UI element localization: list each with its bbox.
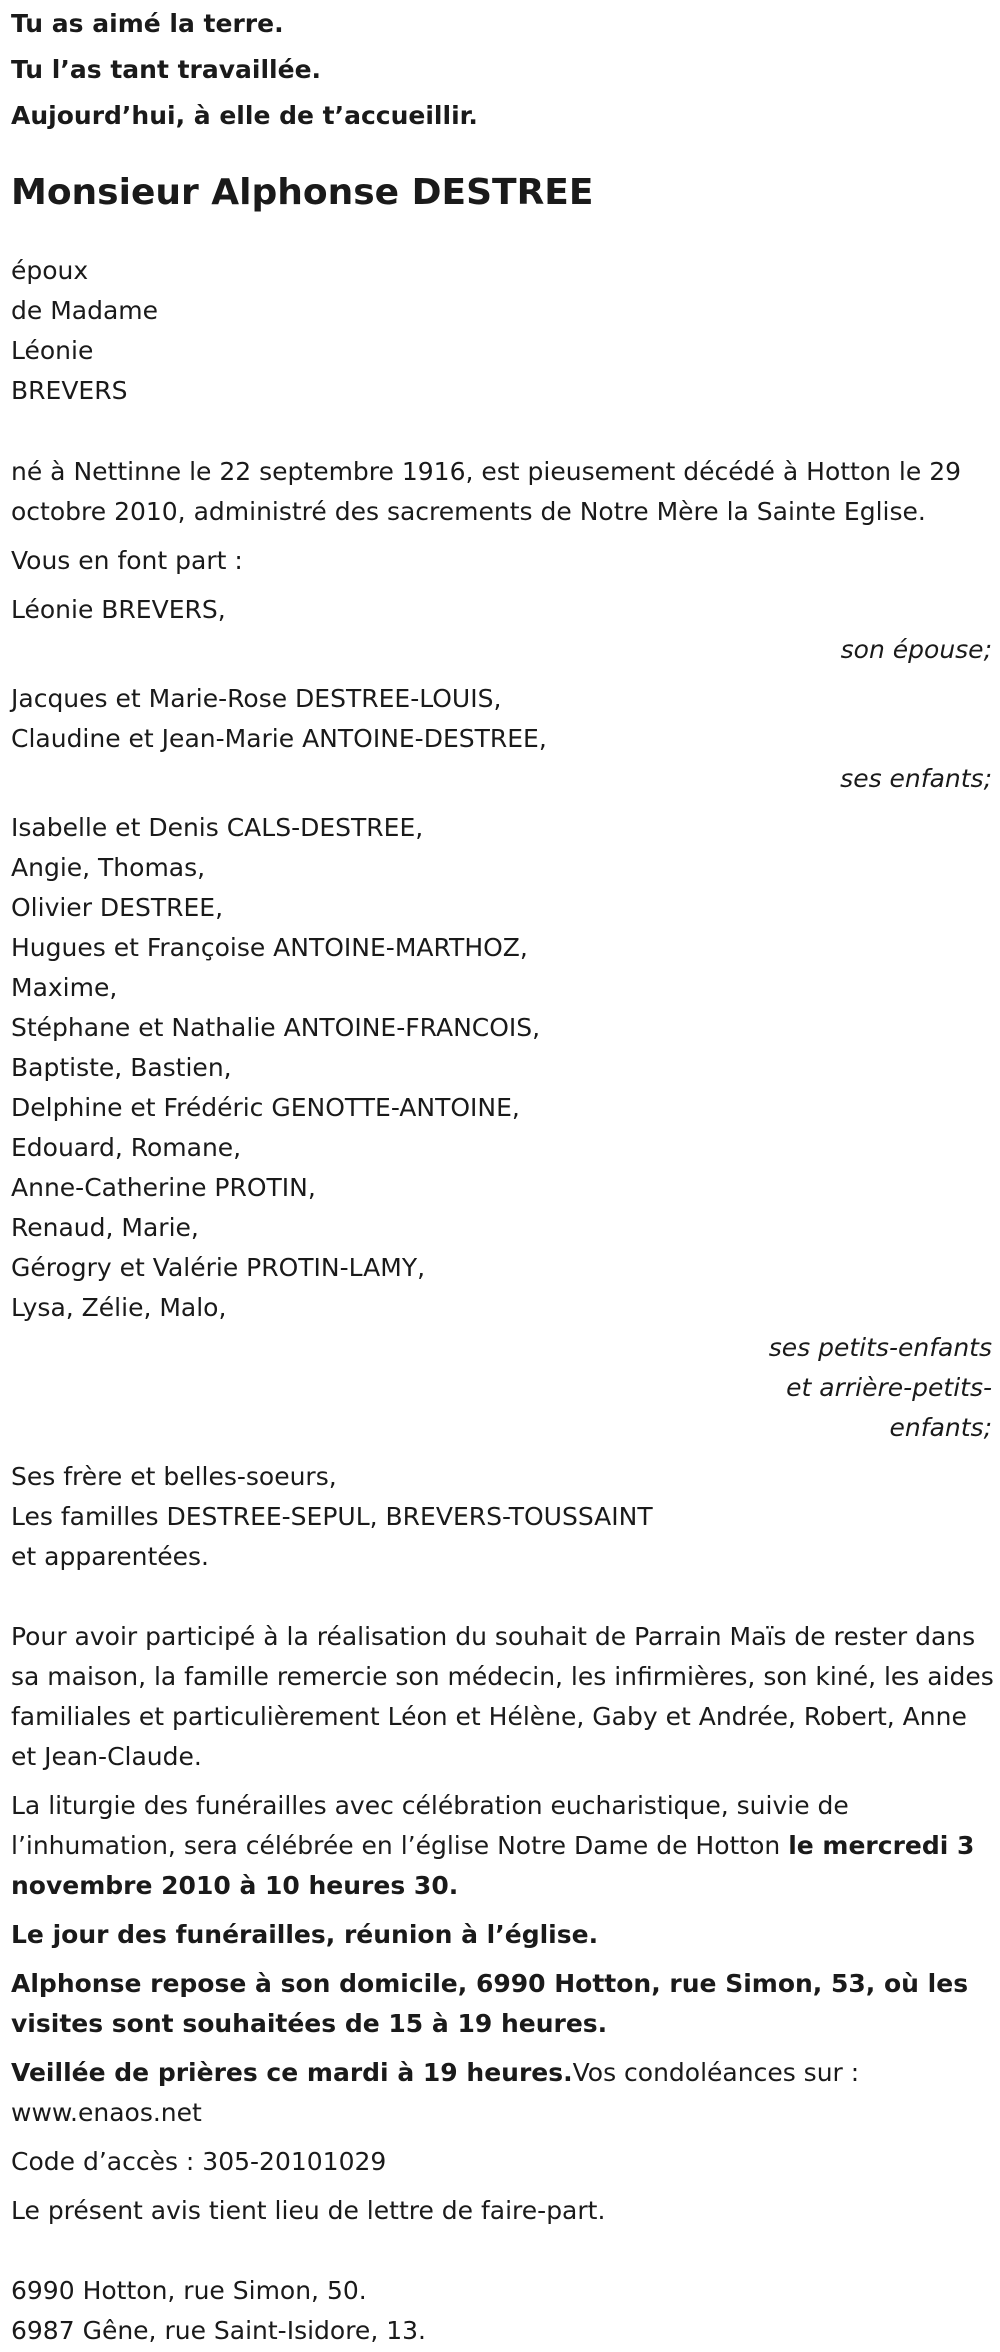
thanks-text: Pour avoir participé à la réalisation du souhait de Parrain Maïs de rester dans sa maison, la famille remercie son médecin, les infirmières, son kiné, les aides familiales et particulièrement Léon et Hélène, Gaby et Andrée, Robert, Anne et Jean-Claude. [11, 1622, 994, 1771]
grandchild-line: Gérogry et Valérie PROTIN-LAMY, [11, 1253, 426, 1282]
wife-name: Léonie BREVERS, [11, 595, 226, 624]
access-code: Code d’accès : 305-20101029 [11, 2147, 387, 2176]
liturgy-body: La liturgie des funérailles avec célébration eucharistique, suivie de l’inhumation, sera célébrée en l’église Notre Dame de Hotton [11, 1791, 849, 1860]
grandchild-line: Hugues et Françoise ANTOINE-MARTHOZ, [11, 933, 528, 962]
poem-line: Aujourd’hui, à elle de t’accueillir. [11, 101, 478, 130]
spouse-block [11, 251, 1000, 411]
vigil-time: Veillée de prières ce mardi à 19 heures. [11, 2058, 573, 2087]
vigil-text [11, 2053, 996, 2133]
grandchildren-role [11, 1328, 992, 1448]
grandchildren-role-line: enfants; [889, 1413, 992, 1442]
family-line: Les familles DESTREE-SEPUL, BREVERS-TOUSSAINT [11, 1502, 653, 1531]
wife-role: son épouse; [840, 635, 992, 664]
extended-family-block [11, 1457, 1000, 1577]
grandchild-line: Maxime, [11, 973, 118, 1002]
repose-text: Alphonse repose à son domicile, 6990 Hotton, rue Simon, 53, où les visites sont souhaitées de 15 à 19 heures. [11, 1969, 969, 2038]
grandchild-line: Isabelle et Denis CALS-DESTREE, [11, 813, 424, 842]
grandchild-line: Anne-Catherine PROTIN, [11, 1173, 316, 1202]
grandchild-line: Angie, Thomas, [11, 853, 206, 882]
liturgy-date: le mercredi 3 novembre 2010 à 10 heures 30. [11, 1831, 975, 1900]
grandchildren-block [11, 808, 1000, 1328]
spouse-line: de Madame [11, 296, 159, 325]
grandchildren-role-line: ses petits-enfants [768, 1333, 992, 1362]
grandchild-line: Stéphane et Nathalie ANTOINE-FRANCOIS, [11, 1013, 541, 1042]
children-role: ses enfants; [840, 764, 992, 793]
spouse-line: BREVERS [11, 376, 128, 405]
addresses-block [11, 2271, 1000, 2351]
poem-line: Tu l’as tant travaillée. [11, 55, 322, 84]
poem-line: Tu as aimé la terre. [11, 9, 284, 38]
grandchild-line: Renaud, Marie, [11, 1213, 199, 1242]
spouse-line: époux [11, 256, 89, 285]
grandchild-line: Edouard, Romane, [11, 1133, 242, 1162]
poem [11, 10, 1000, 129]
liturgy-text [11, 1786, 996, 1906]
grandchild-line: Baptiste, Bastien, [11, 1053, 232, 1082]
deceased-name: Monsieur Alphonse DESTREE [11, 172, 594, 213]
condolences-text: Vos condoléances sur : www.enaos.net [11, 2058, 860, 2127]
family-line: Ses frère et belles-soeurs, [11, 1462, 337, 1491]
meeting-text: Le jour des funérailles, réunion à l’église. [11, 1920, 599, 1949]
birth-death-text: né à Nettinne le 22 septembre 1916, est pieusement décédé à Hotton le 29 octobre 2010, administré des sacrements de Notre Mère la Sainte Eglise. [11, 457, 962, 526]
announce-text: Vous en font part : [11, 546, 243, 575]
notice-text: Le présent avis tient lieu de lettre de faire-part. [11, 2196, 606, 2225]
grandchild-line: Olivier DESTREE, [11, 893, 224, 922]
grandchildren-role-line: et arrière-petits- [786, 1373, 992, 1402]
children-line: Claudine et Jean-Marie ANTOINE-DESTREE, [11, 724, 547, 753]
spouse-line: Léonie [11, 336, 94, 365]
family-line: et apparentées. [11, 1542, 209, 1571]
children-line: Jacques et Marie-Rose DESTREE-LOUIS, [11, 684, 502, 713]
grandchild-line: Delphine et Frédéric GENOTTE-ANTOINE, [11, 1093, 520, 1122]
address-line: 6990 Hotton, rue Simon, 50. [11, 2276, 367, 2305]
grandchild-line: Lysa, Zélie, Malo, [11, 1293, 227, 1322]
address-line: 6987 Gêne, rue Saint-Isidore, 13. [11, 2316, 426, 2345]
